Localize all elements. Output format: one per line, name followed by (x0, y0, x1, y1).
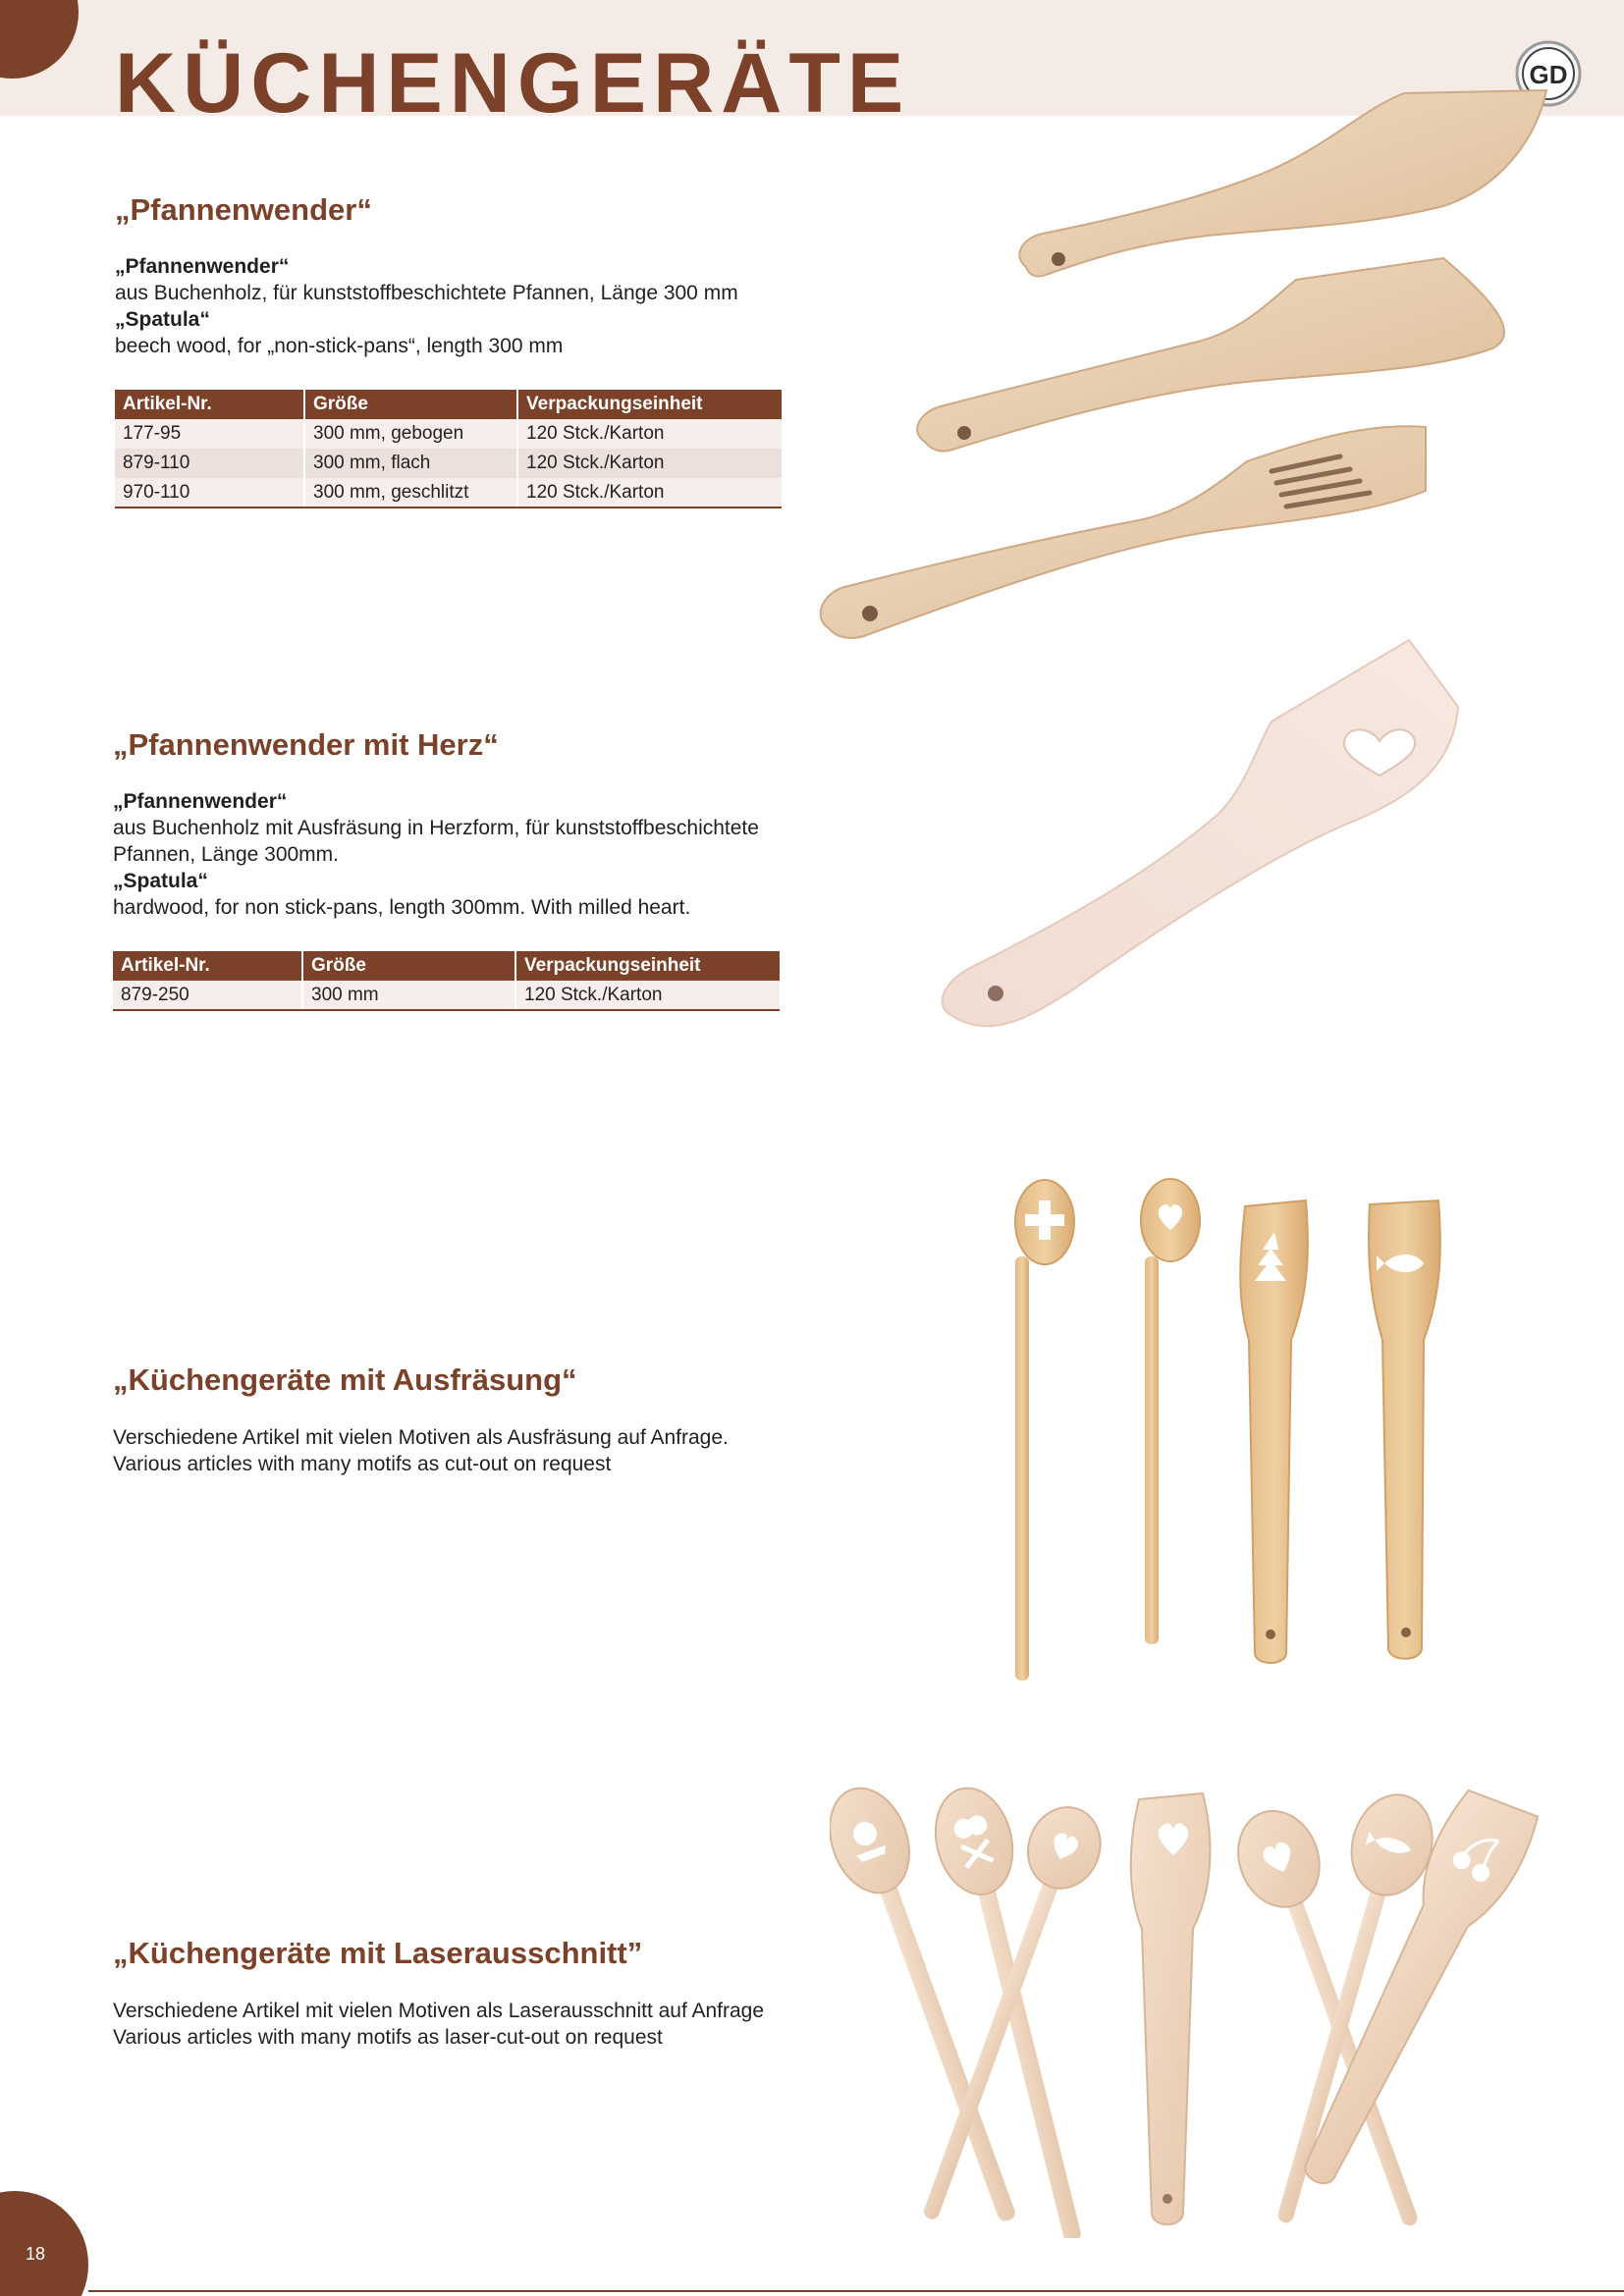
cutout-utensils-photo (992, 1173, 1483, 1698)
column-header: Größe (302, 951, 515, 981)
spatulas-photo (815, 79, 1561, 667)
spatula-tree (1240, 1201, 1308, 1663)
description-pfannenwender (115, 253, 822, 359)
laser-spatula-heart (1131, 1793, 1211, 2224)
column-header: Verpackungseinheit (515, 951, 780, 981)
size: 300 mm (302, 981, 515, 1010)
description-pfannenwender-herz (113, 788, 830, 921)
size: 300 mm, flach (304, 449, 517, 478)
desc-de-text: aus Buchenholz, für kunststoffbeschichtete Pfannen, Länge 300 mm (115, 282, 738, 304)
heart-spatula (943, 640, 1458, 1026)
article-number: 177-95 (115, 419, 304, 449)
size: 300 mm, geschlitzt (304, 478, 517, 507)
spec-table-pfannenwender-herz (113, 951, 780, 1011)
footer-divider (88, 2290, 1624, 2292)
spatula-fish (1369, 1201, 1440, 1659)
desc-de-title: „Pfannenwender“ (113, 790, 288, 813)
column-header: Artikel-Nr. (115, 390, 304, 419)
section-title-laserausschnitt: „Küchengeräte mit Laserausschnitt” (113, 1936, 643, 1970)
table-row (115, 449, 782, 478)
flat-spatula (917, 258, 1504, 452)
table-header-row (115, 390, 782, 419)
size: 300 mm, gebogen (304, 419, 517, 449)
packaging-unit: 120 Stck./Karton (515, 981, 780, 1010)
desc-en-title: „Spatula“ (115, 308, 210, 331)
article-number: 879-250 (113, 981, 302, 1010)
table-row (115, 419, 782, 449)
column-header: Verpackungseinheit (517, 390, 782, 419)
page-title: KÜCHENGERÄTE (115, 36, 911, 131)
svg-text:GD: GD (1529, 60, 1568, 89)
description-ausfraesung (113, 1424, 859, 1477)
spoon-cross (1015, 1180, 1074, 1681)
table-row (113, 981, 780, 1010)
description-laserausschnitt (113, 1998, 859, 2051)
desc-de-text: Pfannen, Länge 300mm. (113, 843, 339, 866)
table-row (115, 478, 782, 507)
desc-en-text: Various articles with many motifs as cut-out on request (113, 1453, 612, 1475)
desc-en-text: Various articles with many motifs as laser-cut-out on request (113, 2026, 663, 2049)
column-header: Größe (304, 390, 517, 419)
laser-cut-utensils-photo (830, 1782, 1596, 2238)
packaging-unit: 120 Stck./Karton (517, 478, 782, 507)
desc-de-title: „Pfannenwender“ (115, 255, 290, 278)
spec-table-pfannenwender (115, 390, 782, 508)
desc-de-text: Verschiedene Artikel mit vielen Motiven als Ausfräsung auf Anfrage. (113, 1426, 729, 1449)
section-title-pfannenwender-herz: „Pfannenwender mit Herz“ (113, 727, 499, 762)
column-header: Artikel-Nr. (113, 951, 302, 981)
section-title-pfannenwender: „Pfannenwender“ (115, 192, 372, 227)
heart-spatula-photo (933, 628, 1483, 1050)
desc-de-text: Verschiedene Artikel mit vielen Motiven als Laserausschnitt auf Anfrage (113, 2000, 765, 2022)
packaging-unit: 120 Stck./Karton (517, 449, 782, 478)
desc-en-text: hardwood, for non stick-pans, length 300mm. With milled heart. (113, 896, 691, 919)
article-number: 879-110 (115, 449, 304, 478)
packaging-unit: 120 Stck./Karton (517, 419, 782, 449)
curved-spatula (1019, 90, 1546, 277)
section-title-ausfraesung: „Küchengeräte mit Ausfräsung“ (113, 1362, 577, 1397)
spoon-heart (1141, 1179, 1200, 1644)
desc-de-text: aus Buchenholz mit Ausfräsung in Herzform, für kunststoffbeschichtete (113, 817, 759, 839)
desc-en-text: beech wood, for „non-stick-pans“, length 300 mm (115, 335, 564, 357)
page-number: 18 (26, 2244, 46, 2264)
article-number: 970-110 (115, 478, 304, 507)
desc-en-title: „Spatula“ (113, 870, 208, 892)
table-header-row (113, 951, 780, 981)
